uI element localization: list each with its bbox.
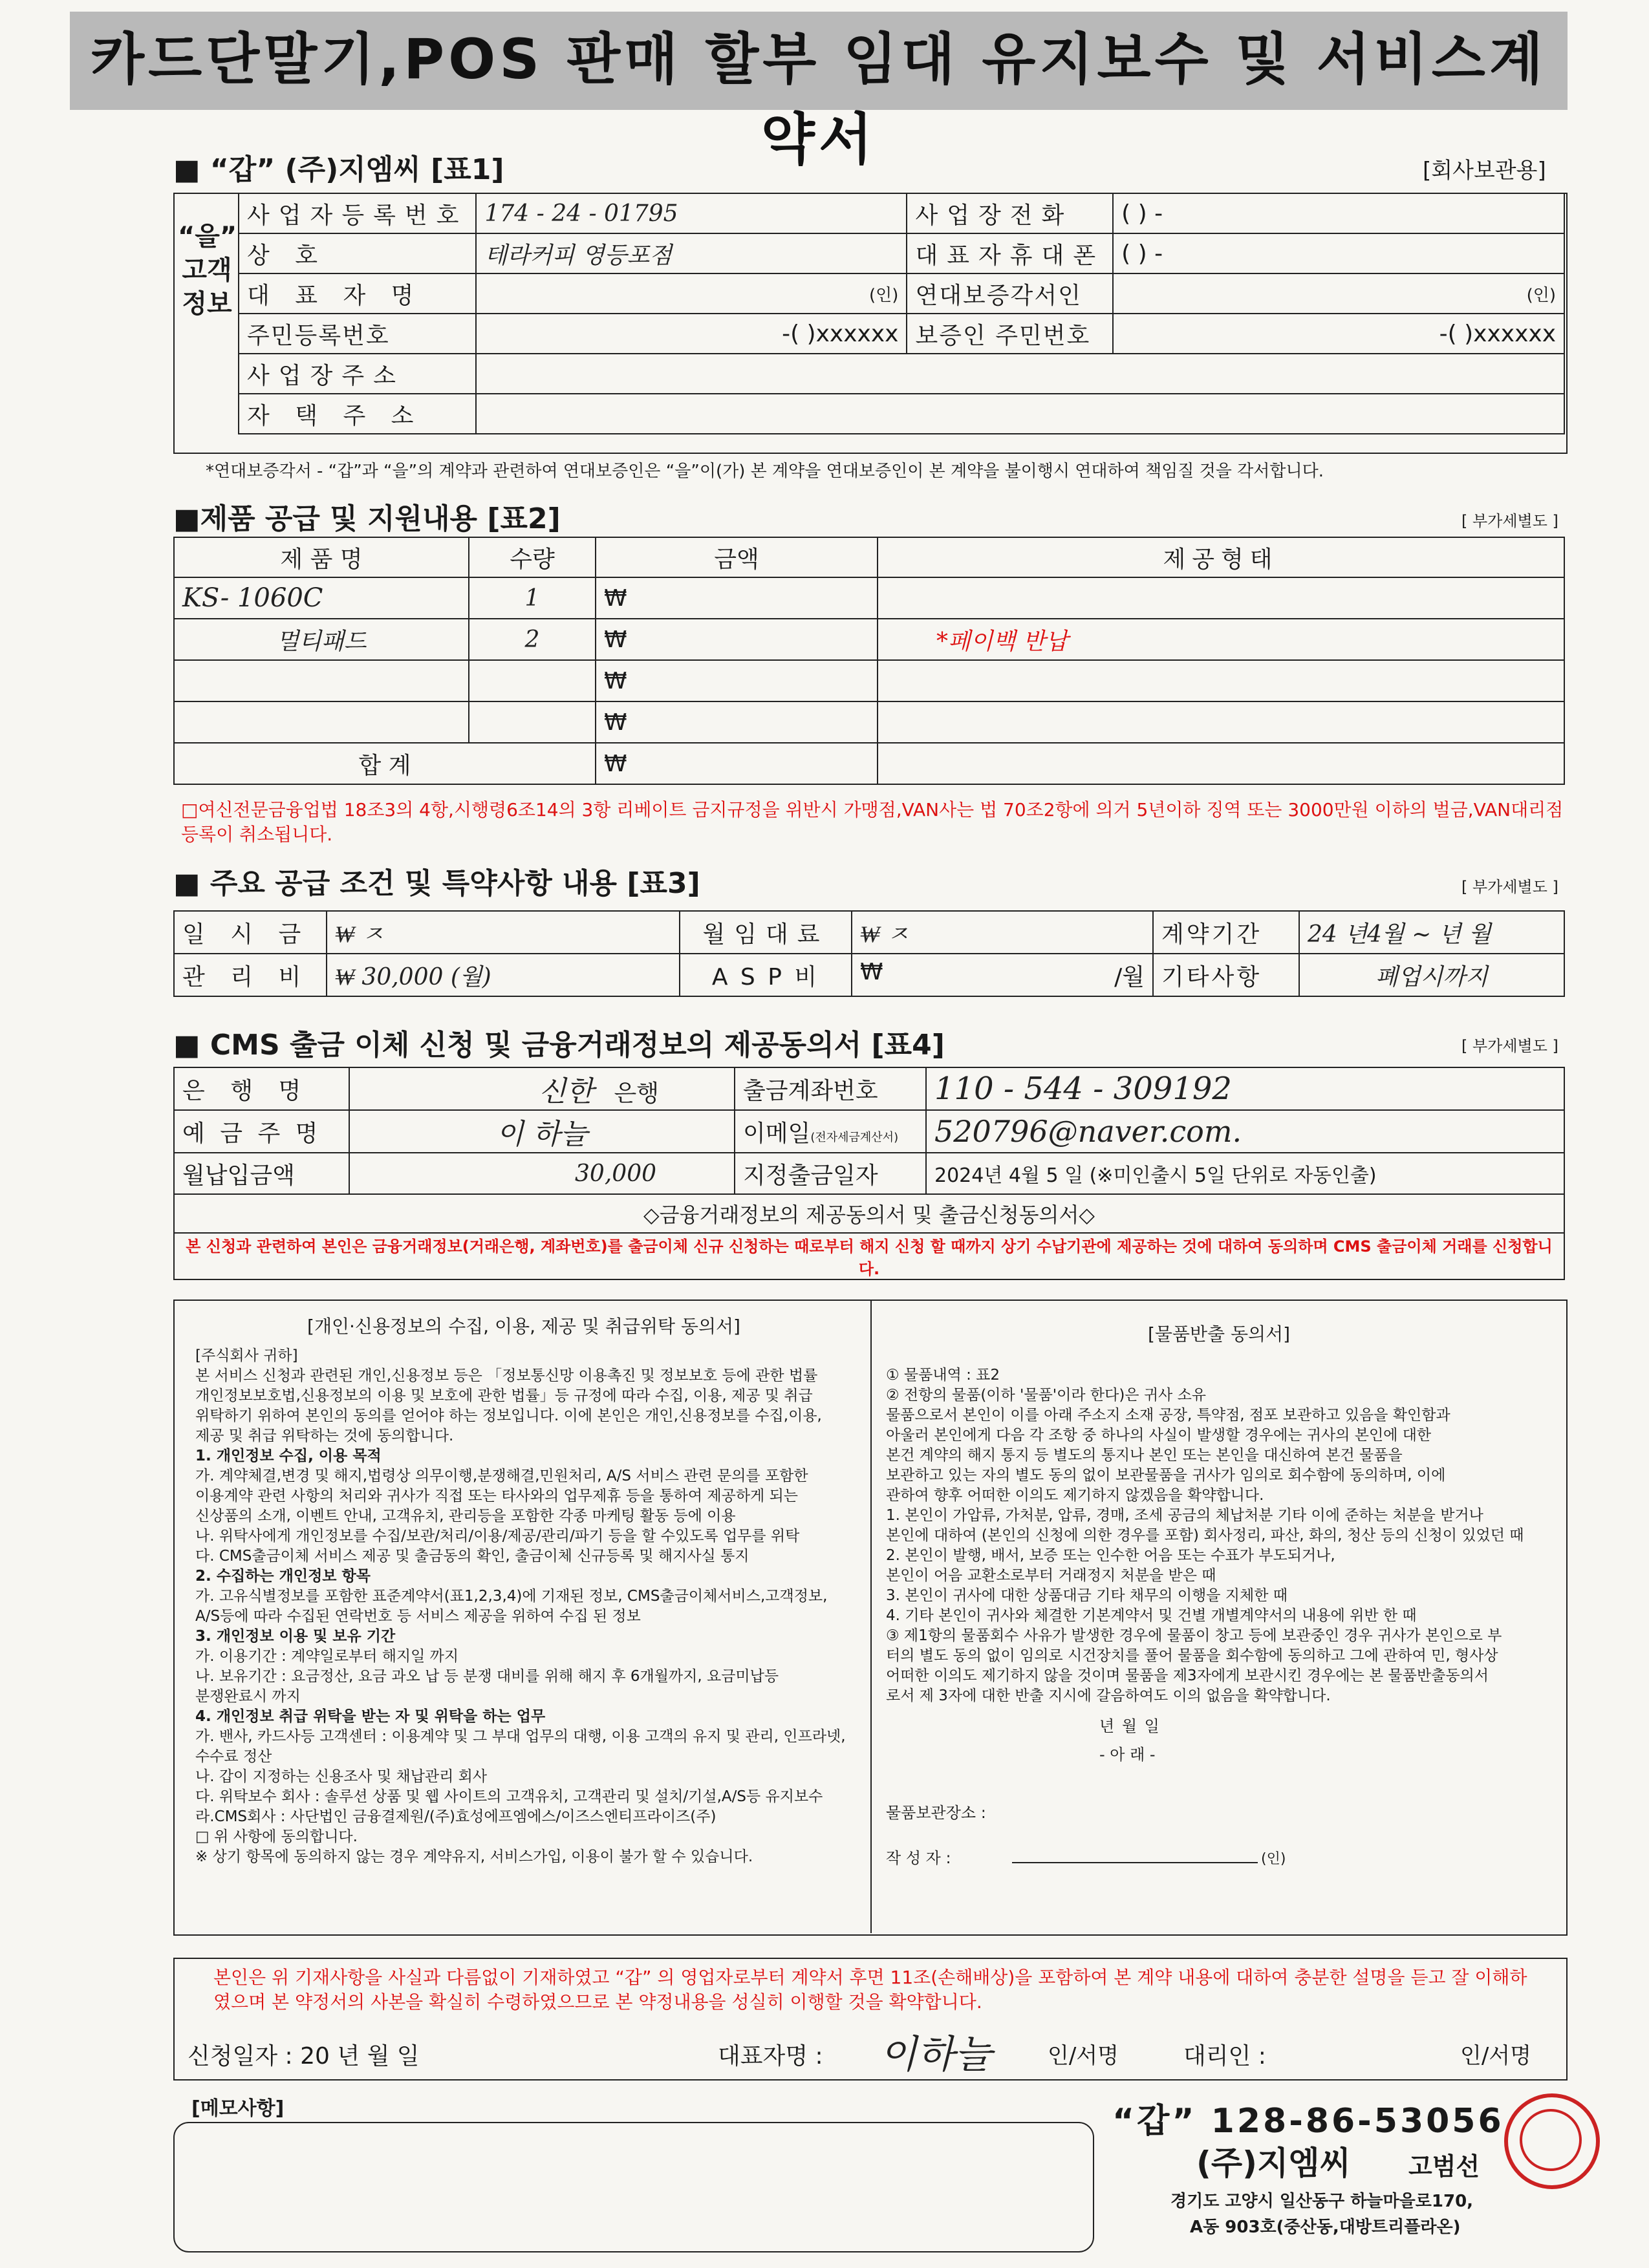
field-rep-mobile[interactable]: ( ) - — [1113, 233, 1564, 273]
product-qty-4[interactable] — [469, 701, 596, 743]
table-row — [239, 394, 1564, 434]
table-row — [174, 577, 1564, 619]
field-contract-period[interactable]: 24 년4월 ~ 년 월 — [1299, 911, 1564, 954]
section4-heading: ■ CMS 출금 이체 신청 및 금융거래정보의 제공동의서 [표4] — [173, 1029, 945, 1062]
field-monthly-rent[interactable]: ₩ ㅈ — [852, 911, 1153, 954]
goods-line: 로서 제 3자에 대한 반출 지시에 갈음하여도 이의 없음을 확약합니다. — [886, 1687, 1331, 1704]
terms-table — [173, 910, 1565, 997]
table-row — [239, 273, 1564, 314]
privacy-line: 가. 계약체결,변경 및 해지,법령상 의무이행,분쟁해결,민원처리, A/S 서비스 관련 문의를 포함한 — [195, 1468, 808, 1484]
privacy-line: 다. CMS출금이체 서비스 제공 및 출금동의 확인, 출금이체 신규등록 및 해지사실 통지 — [195, 1548, 749, 1565]
privacy-line: A/S등에 따라 수집된 연락번호 등 서비스 제공을 위하여 수집 된 정보 — [195, 1608, 641, 1625]
customer-side-label: “을” 고객정보 — [178, 222, 237, 319]
goods-line: 터의 별도 동의 없이 임의로 시건장치를 풀어 물품을 회수함에 동의하고 그에 관하여 민, 형사상 — [886, 1647, 1498, 1664]
section3-heading: ■ 주요 공급 조건 및 특약사항 내용 [표3] — [173, 867, 700, 900]
privacy-line: 나. 위탁사에게 개인정보를 수집/보관/처리/이용/제공/관리/파기 등을 할 수있도록 업무를 위탁 — [195, 1528, 800, 1545]
privacy-line: 라.CMS회사 : 사단법인 금융결제원/(주)효성에프엠에스/이즈스엔티프라이즈(주) — [195, 1808, 717, 1825]
label-biz-address: 사업장주소 — [239, 354, 476, 394]
product-amount-4[interactable]: ₩ — [596, 701, 878, 743]
field-guarantor[interactable]: (인) — [1113, 273, 1564, 314]
privacy-line: 분쟁완료시 까지 — [195, 1688, 301, 1705]
table-row — [174, 1233, 1564, 1279]
goods-line: ③ 제1항의 물품회수 사유가 발생한 경우에 물품이 창고 등에 보관중인 경우 귀사가 본인으로 부 — [886, 1627, 1502, 1644]
goods-line: 본인이 어음 교환소로부터 거래정지 처분을 받은 때 — [886, 1567, 1216, 1584]
product-qty-2[interactable]: 2 — [469, 619, 596, 660]
section2-tag: [ 부가세별도 ] — [1461, 512, 1558, 530]
table-row — [174, 954, 1564, 996]
table-row — [174, 1067, 1564, 1110]
goods-line: ② 전항의 물품(이하 '물품'이라 한다)은 귀사 소유 — [886, 1387, 1207, 1404]
col-product: 제 품 명 — [174, 537, 469, 577]
table-row — [174, 660, 1564, 701]
agreement-text: 본인은 위 기재사항을 사실과 다름없이 기재하였고 “갑” 의 영업자로부터 계약서 후면 11조(손해배상)을 포함하여 본 계약 내용에 대하여 충분한 설명을 듣고 잘 이해하였으며 본 약정서의 사본을 확실히 수령하였으므로 본 약정내용을 성실히 이행할 것을 확약합니다. — [213, 1967, 1527, 2013]
goods-line: 3. 본인이 귀사에 대한 상품대금 기타 채무의 이행을 지체한 때 — [886, 1587, 1288, 1604]
product-name-3[interactable] — [174, 660, 469, 701]
agent-label: 대리인 : — [1183, 2043, 1266, 2070]
label-rep-name: 대 표 자 명 — [239, 273, 476, 314]
privacy-line: 수수료 정산 — [195, 1748, 272, 1765]
label-account: 출금계좌번호 — [735, 1067, 926, 1110]
company-ceo: 고범선 — [1408, 2152, 1480, 2181]
cms-table — [173, 1067, 1565, 1280]
privacy-line: 위탁하기 위하여 본인의 동의를 얻어야 하는 정보입니다. 이에 본인은 개인,신용정보를 수집,이용, — [195, 1407, 822, 1424]
product-form-3[interactable] — [878, 660, 1564, 701]
privacy-line: 4. 개인정보 취급 위탁을 받는 자 및 위탁을 하는 업무 — [195, 1708, 546, 1725]
privacy-line: 다. 위탁보수 회사 : 솔루션 상품 및 웹 사이트의 고객유치, 고객관리 및 설치/기설,A/S등 유지보수 — [195, 1788, 823, 1805]
label-bank: 은 행 명 — [174, 1067, 349, 1110]
goods-below: - 아 래 - — [1099, 1746, 1156, 1764]
label-monthly-rent: 월임대료 — [680, 911, 852, 954]
label-shop-name: 상 호 — [239, 233, 476, 273]
total-label: 합 계 — [174, 743, 596, 784]
field-biz-address[interactable] — [476, 354, 1564, 394]
goods-place-label: 물품보관장소 : — [886, 1804, 986, 1822]
product-table — [173, 537, 1565, 785]
field-account[interactable]: 110 - 544 - 309192 — [926, 1067, 1564, 1110]
privacy-line: 신상품의 소개, 이벤트 안내, 고객유치, 관리등을 포함한 각종 마케팅 활동 등에 이용 — [195, 1508, 736, 1524]
col-qty: 수량 — [469, 537, 596, 577]
goods-line: 보관하고 있는 자의 별도 동의 없이 보관물품을 귀사가 임의로 회수함에 동의하며, 이에 — [886, 1467, 1446, 1484]
goods-line: 2. 본인이 발행, 배서, 보증 또는 인수한 어음 또는 수표가 부도되거나, — [886, 1547, 1335, 1564]
table-row — [239, 193, 1564, 233]
product-amount-2[interactable]: ₩ — [596, 619, 878, 660]
company-seal-icon — [1504, 2093, 1600, 2189]
field-downpayment[interactable]: ₩ ㅈ — [327, 911, 680, 954]
goods-line: 아울러 본인에게 다음 각 조항 중 하나의 사실이 발생할 경우에는 귀사의 본인에 대한 — [886, 1427, 1432, 1444]
customer-info-table — [238, 193, 1565, 434]
table-row — [239, 354, 1564, 394]
company-reg: “갑” 128-86-53056 — [1112, 2102, 1504, 2141]
goods-body — [886, 1365, 1558, 1706]
table-row — [174, 1153, 1564, 1194]
privacy-line: 가. 밴사, 카드사등 고객센터 : 이용계약 및 그 부대 업무의 대행, 이용 고객의 유지 및 관리, 인프라넷, — [195, 1728, 846, 1745]
table-row — [174, 701, 1564, 743]
privacy-body — [195, 1346, 861, 1867]
label-monthly-amount: 월납입금액 — [174, 1153, 349, 1194]
goods-line: 본건 계약의 해지 통지 등 별도의 통지나 본인 또는 본인을 대신하여 본건 물품을 — [886, 1447, 1403, 1464]
field-other[interactable]: 폐업시까지 — [1299, 954, 1564, 996]
product-name-2[interactable]: 멀티패드 — [174, 619, 469, 660]
field-mgmt-fee[interactable]: ₩ 30,000 (월) — [327, 954, 680, 996]
memo-label: [메모사항] — [191, 2097, 285, 2120]
label-rep-mobile: 대표자휴대폰 — [907, 233, 1113, 273]
label-mgmt-fee: 관 리 비 — [174, 954, 327, 996]
asp-unit: /월 — [1114, 963, 1145, 990]
field-rep-name[interactable]: (인) — [476, 273, 907, 314]
field-holder[interactable]: 이 하늘 — [349, 1110, 735, 1153]
asp-currency: ₩ — [860, 958, 883, 985]
privacy-line: 가. 이용기간 : 계약일로부터 해지일 까지 — [195, 1648, 459, 1665]
goods-line: 어떠한 이의도 제기하지 않을 것이며 물품을 제3자에게 보관시킨 경우에는 본 물품반출동의서 — [886, 1667, 1489, 1684]
field-email[interactable]: 520796@naver.com. — [926, 1110, 1564, 1153]
field-bizno[interactable]: 174 - 24 - 01795 — [476, 193, 907, 233]
memo-box[interactable] — [173, 2122, 1094, 2252]
field-bank[interactable] — [349, 1067, 735, 1110]
goods-line: 1. 본인이 가압류, 가처분, 압류, 경매, 조세 공금의 체납처분 기타 이에 준하는 처분을 받거나 — [886, 1507, 1483, 1524]
field-shop-name[interactable]: 테라커피 영등포점 — [476, 233, 907, 273]
product-qty-1[interactable]: 1 — [469, 577, 596, 619]
label-contract-period: 계약기간 — [1153, 911, 1299, 954]
bank-value: 신한 — [539, 1075, 594, 1108]
label-home-address: 자 택 주 소 — [239, 394, 476, 434]
rep-label: 대표자명 : — [718, 2043, 823, 2070]
product-qty-3[interactable] — [469, 660, 596, 701]
company-addr2: A동 903호(중산동,대방트리플라온) — [1190, 2218, 1461, 2237]
privacy-line: [주식회사 귀하] — [195, 1347, 298, 1364]
table-row — [174, 619, 1564, 660]
section4-tag: [ 부가세별도 ] — [1461, 1037, 1558, 1055]
label-other: 기타사항 — [1153, 954, 1299, 996]
email-label-sub: (전자세금계산서) — [810, 1130, 899, 1144]
product-amount-1[interactable]: ₩ — [596, 577, 878, 619]
label-bizno: 사업자등록번호 — [239, 193, 476, 233]
privacy-line: 이용계약 관련 사항의 처리와 귀사가 직접 또는 타사와의 업무제휴 등을 통하여 제공하게 되는 — [195, 1488, 799, 1504]
company-addr1: 경기도 고양시 일산동구 하늘마을로170, — [1170, 2192, 1474, 2211]
privacy-line: 나. 보유기간 : 요금정산, 요금 과오 납 등 분쟁 대비를 위해 해지 후 6개월까지, 요금미납등 — [195, 1668, 779, 1685]
goods-date-line: 년 월 일 — [1099, 1717, 1161, 1735]
section1-tag: [회사보관용] — [1423, 158, 1546, 184]
consent-text: 본 신청과 관련하여 본인은 금융거래정보(거래은행, 계좌번호)를 출금이체 신규 신청하는 때로부터 해지 신청 할 때까지 상기 수납기관에 제공하는 것에 대하여 동의하며 CMS 출금이체 거래를 신청합니다. — [174, 1233, 1564, 1279]
privacy-title: [개인·신용정보의 수집, 이용, 제공 및 취급위탁 동의서] — [307, 1316, 740, 1337]
rep-suffix: 인/서명 — [1048, 2043, 1119, 2069]
guarantor-footnote: *연대보증각서 - “갑”과 “을”의 계약과 관련하여 연대보증인은 “을”이(가) 본 계약을 연대보증인이 본 계약을 불이행시 연대하여 책임질 것을 각서합니다. — [206, 462, 1324, 481]
goods-writer-line — [1012, 1862, 1258, 1863]
label-withdraw-date: 지정출금일자 — [735, 1153, 926, 1194]
privacy-line: 가. 고유식별정보를 포함한 표준계약서(표1,2,3,4)에 기재된 정보, CMS출금이체서비스,고객정보, — [195, 1588, 828, 1605]
product-amount-3[interactable]: ₩ — [596, 660, 878, 701]
field-home-address[interactable] — [476, 394, 1564, 434]
table-row — [174, 537, 1564, 577]
consent-title: ◇금융거래정보의 제공동의서 및 출금신청동의서◇ — [174, 1194, 1564, 1233]
goods-writer-label: 작 성 자 : — [886, 1849, 951, 1867]
product-form-1[interactable] — [878, 577, 1564, 619]
privacy-line: □ 위 사항에 동의합니다. — [195, 1828, 358, 1845]
field-withdraw-date[interactable]: 2024년 4월 5 일 (※미인출시 5일 단위로 자동인출) — [926, 1153, 1564, 1194]
table-row — [174, 911, 1564, 954]
label-guarantor-resident-no: 보증인 주민번호 — [907, 314, 1113, 354]
goods-line: 4. 기타 본인이 귀사와 체결한 기본계약서 및 건별 개별계약서의 내용에 위반 한 때 — [886, 1607, 1417, 1624]
goods-seal: (인) — [1261, 1851, 1286, 1867]
table-row — [174, 743, 1564, 784]
privacy-line: 3. 개인정보 이용 및 보유 기간 — [195, 1628, 396, 1645]
label-email — [735, 1110, 926, 1153]
product-form-4[interactable] — [878, 701, 1564, 743]
field-asp-fee[interactable] — [852, 954, 1153, 996]
field-guarantor-resident-no[interactable]: -( )xxxxxx — [1113, 314, 1564, 354]
company-name: (주)지엠씨 — [1196, 2145, 1351, 2182]
label-downpayment: 일 시 금 — [174, 911, 327, 954]
section1-heading: ■ “갑” (주)지엠씨 [표1] — [173, 153, 504, 186]
product-form-2[interactable]: *페이백 반납 — [878, 619, 1564, 660]
rebate-warning: □여신전문금융업법 18조3의 4항,시행령6조14의 3항 리베이트 금지규정을 위반시 가맹점,VAN사는 법 70조2항에 의거 5년이하 징역 또는 3000만원 이하의 벌금,VAN대리점 등록이 취소됩니다. — [181, 799, 1564, 845]
email-label-text: 이메일 — [743, 1120, 811, 1147]
col-amount: 금액 — [596, 537, 878, 577]
field-biz-phone[interactable]: ( ) - — [1113, 193, 1564, 233]
privacy-line: 개인정보보호법,신용정보의 이용 및 보호에 관한 법률」등 규정에 따라 수집, 이용, 제공 및 취급 — [195, 1387, 813, 1404]
privacy-line: ※ 상기 항목에 동의하지 않는 경우 계약유지, 서비스가입, 이용이 불가 할 수 있습니다. — [195, 1848, 753, 1865]
section2-heading: ■제품 공급 및 지원내용 [표2] — [173, 502, 561, 535]
consent-divider — [870, 1300, 872, 1933]
privacy-line: 나. 갑이 지정하는 신용조사 및 채납관리 회사 — [195, 1768, 488, 1785]
table-row — [174, 1194, 1564, 1233]
apply-date[interactable]: 신청일자 : 20 년 월 일 — [188, 2043, 420, 2070]
privacy-line: 1. 개인정보 수집, 이용 목적 — [195, 1448, 382, 1464]
label-guarantor: 연대보증각서인 — [907, 273, 1113, 314]
goods-line: 본인에 대하여 (본인의 신청에 의한 경우를 포함) 회사정리, 파산, 화의, 청산 등의 신청이 있었던 때 — [886, 1527, 1524, 1544]
privacy-line: 제공 및 취급 위탁하는 것에 동의합니다. — [195, 1428, 454, 1444]
total-form — [878, 743, 1564, 784]
product-name-4[interactable] — [174, 701, 469, 743]
privacy-line: 본 서비스 신청과 관련된 개인,신용정보 등은 「정보통신망 이용촉진 및 정보보호 등에 관한 법률 — [195, 1367, 818, 1384]
goods-title: [물품반출 동의서] — [1147, 1323, 1291, 1345]
label-resident-no: 주민등록번호 — [239, 314, 476, 354]
table-row — [239, 233, 1564, 273]
label-asp-fee: A S P 비 — [680, 954, 852, 996]
page-title: 카드단말기,POS 판매 할부 임대 유지보수 및 서비스계약서 — [91, 27, 1547, 172]
label-holder: 예 금 주 명 — [174, 1110, 349, 1153]
rep-signature[interactable]: 이하늘 — [879, 2032, 992, 2077]
bank-suffix: 은행 — [614, 1080, 660, 1107]
field-monthly-amount[interactable]: 30,000 — [349, 1153, 735, 1194]
label-biz-phone: 사업장전화 — [907, 193, 1113, 233]
field-resident-no[interactable]: -( )xxxxxx — [476, 314, 907, 354]
agent-suffix: 인/서명 — [1460, 2043, 1531, 2069]
table-row — [239, 314, 1564, 354]
privacy-line: 2. 수집하는 개인정보 항목 — [195, 1568, 371, 1585]
goods-line: 관하여 향후 어떠한 이의도 제기하지 않겠음을 확약합니다. — [886, 1487, 1264, 1504]
section3-tag: [ 부가세별도 ] — [1461, 878, 1558, 896]
total-amount[interactable]: ₩ — [596, 743, 878, 784]
goods-line: 물품으로서 본인이 이를 아래 주소지 소재 공장, 특약점, 점포 보관하고 있음을 확인함과 — [886, 1407, 1450, 1424]
col-form: 제공형태 — [878, 537, 1564, 577]
table-row — [174, 1110, 1564, 1153]
goods-line: ① 물품내역 : 표2 — [886, 1367, 1000, 1384]
product-name-1[interactable]: KS- 1060C — [174, 577, 469, 619]
